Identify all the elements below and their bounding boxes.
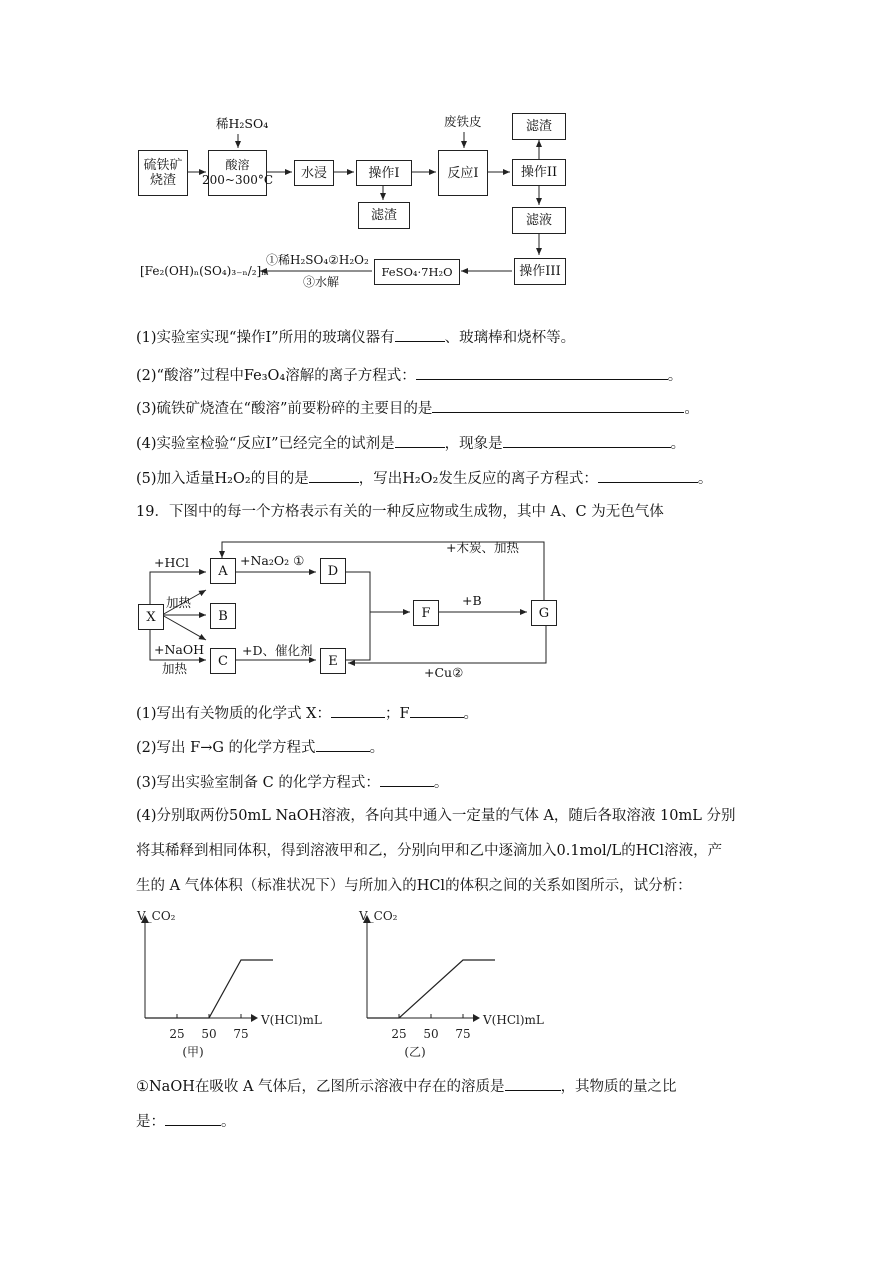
naoh-label: +NaOH [154,642,205,657]
chart2-tick-label-25: 25 [391,1027,407,1041]
question-19-4-sub1: ①NaOH在吸收 A 气体后，乙图所示溶液中存在的溶质是 ，其物质的量之比 [136,1075,677,1097]
chart2-y-label: V_CO₂ [359,909,398,923]
chart1-tick-label-50: 50 [201,1027,217,1041]
chart1-tick-label-75: 75 [233,1027,249,1041]
residue1-box: 滤渣 [358,202,410,229]
question-19-4-line2: 将其稀释到相同体积，得到溶液甲和乙，分别向甲和乙中逐滴加入0.1mol/L的HCl溶液，产 [136,843,723,859]
operation1-box: 操作I [356,160,412,186]
answer-blank[interactable] [380,771,434,787]
scrap-iron-label: 废铁皮 [444,114,482,129]
question-18-4: (4)实验室检验“反应I”已经完全的试剂是 ，现象是 。 [136,432,685,454]
node-c: C [210,648,236,674]
chart2-series-line [367,960,495,1018]
b-label: +B [462,593,482,608]
gas-volume-charts [0,900,894,1070]
answer-blank[interactable] [165,1110,221,1126]
product-formula: [Fe₂(OH)ₙ(SO₄)₃₋ₙ/₂]ₘ [140,264,269,278]
na2o2-label: +Na₂O₂ ① [240,553,305,568]
answer-blank[interactable] [316,736,370,752]
answer-blank[interactable] [309,467,359,483]
node-e: E [320,648,346,674]
chart2-x-arrow [473,1014,480,1022]
question-19-4-line3: 生的 A 气体体积（标准状况下）与所加入的HCl的体积之间的关系如图所示，试分析： [136,878,692,894]
filtrate-box: 滤液 [512,207,566,234]
question-19-4-sub1-line2: 是： 。 [136,1110,236,1132]
question-18-1: (1)实验室实现“操作I”所用的玻璃仪器有 、玻璃棒和烧杯等。 [136,326,575,348]
node-a: A [210,558,236,584]
hcl-label: +HCl [154,555,189,570]
question-19-2: (2)写出 F→G 的化学方程式 。 [136,736,384,758]
chart1-x-arrow [251,1014,258,1022]
dilute-h2so4-label: 稀H₂SO₄ [216,116,269,131]
question-19-4-line1: (4)分别取两份50mL NaOH溶液，各向其中通入一定量的气体 A，随后各取溶液 10mL 分别 [136,808,736,824]
node-d: D [320,558,346,584]
acid-dissolve-box: 酸溶 200~300°C [208,150,267,196]
reaction1-box: 反应I [438,150,488,196]
operation3-box: 操作III [514,258,566,285]
residue-top-box: 滤渣 [512,113,566,140]
heat-label-2: 加热 [162,661,188,676]
question-19-3: (3)写出实验室制备 C 的化学方程式： 。 [136,771,448,793]
chart1-y-label: V_CO₂ [137,909,176,923]
step-reagents-label: ①稀H₂SO₄②H₂O₂ [266,253,369,267]
carbon-heat-label: +木炭、加热 [446,540,519,555]
question-18-3: (3)硫铁矿烧渣在“酸溶”前要粉碎的主要目的是 。 [136,397,699,419]
chart1-tick-label-25: 25 [169,1027,185,1041]
heat-label-1: 加热 [166,595,192,610]
answer-blank[interactable] [432,397,684,413]
chart2-tick-label-75: 75 [455,1027,471,1041]
ore-box: 硫铁矿 烧渣 [138,150,188,196]
node-b: B [210,603,236,629]
chart2-x-label: V(HCl)mL [483,1013,544,1027]
chart2-title: (乙) [404,1045,426,1059]
node-g: G [531,600,557,626]
chart2-tick-label-50: 50 [423,1027,439,1041]
answer-blank[interactable] [598,467,698,483]
question-18-2: (2)“酸溶”过程中Fe₃O₄溶解的离子方程式： 。 [136,364,682,386]
answer-blank[interactable] [410,702,464,718]
operation2-box: 操作II [512,159,566,186]
question-18-5: (5)加入适量H₂O₂的目的是 ，写出H₂O₂发生反应的离子方程式： 。 [136,467,712,489]
answer-blank[interactable] [505,1075,561,1091]
answer-blank[interactable] [395,326,445,342]
feso4-box: FeSO₄·7H₂O [374,259,460,285]
node-f: F [413,600,439,626]
answer-blank[interactable] [395,432,445,448]
question-19-title: 19．下图中的每一个方格表示有关的一种反应物或生成物，其中 A、C 为无色气体 [136,504,664,520]
answer-blank[interactable] [503,432,671,448]
chart1-x-label: V(HCl)mL [261,1013,322,1027]
cu-label: +Cu② [424,665,464,680]
d-catalyst-label: +D、催化剂 [242,643,313,658]
node-x: X [138,604,164,630]
chart1-series-line [145,960,273,1018]
chart1-title: (甲) [182,1045,204,1059]
question-19-1: (1)写出有关物质的化学式 X： ；F 。 [136,702,478,724]
hydrolysis-label: ③水解 [303,275,340,289]
answer-blank[interactable] [416,364,668,380]
answer-blank[interactable] [331,702,385,718]
water-leach-box: 水浸 [294,160,334,186]
